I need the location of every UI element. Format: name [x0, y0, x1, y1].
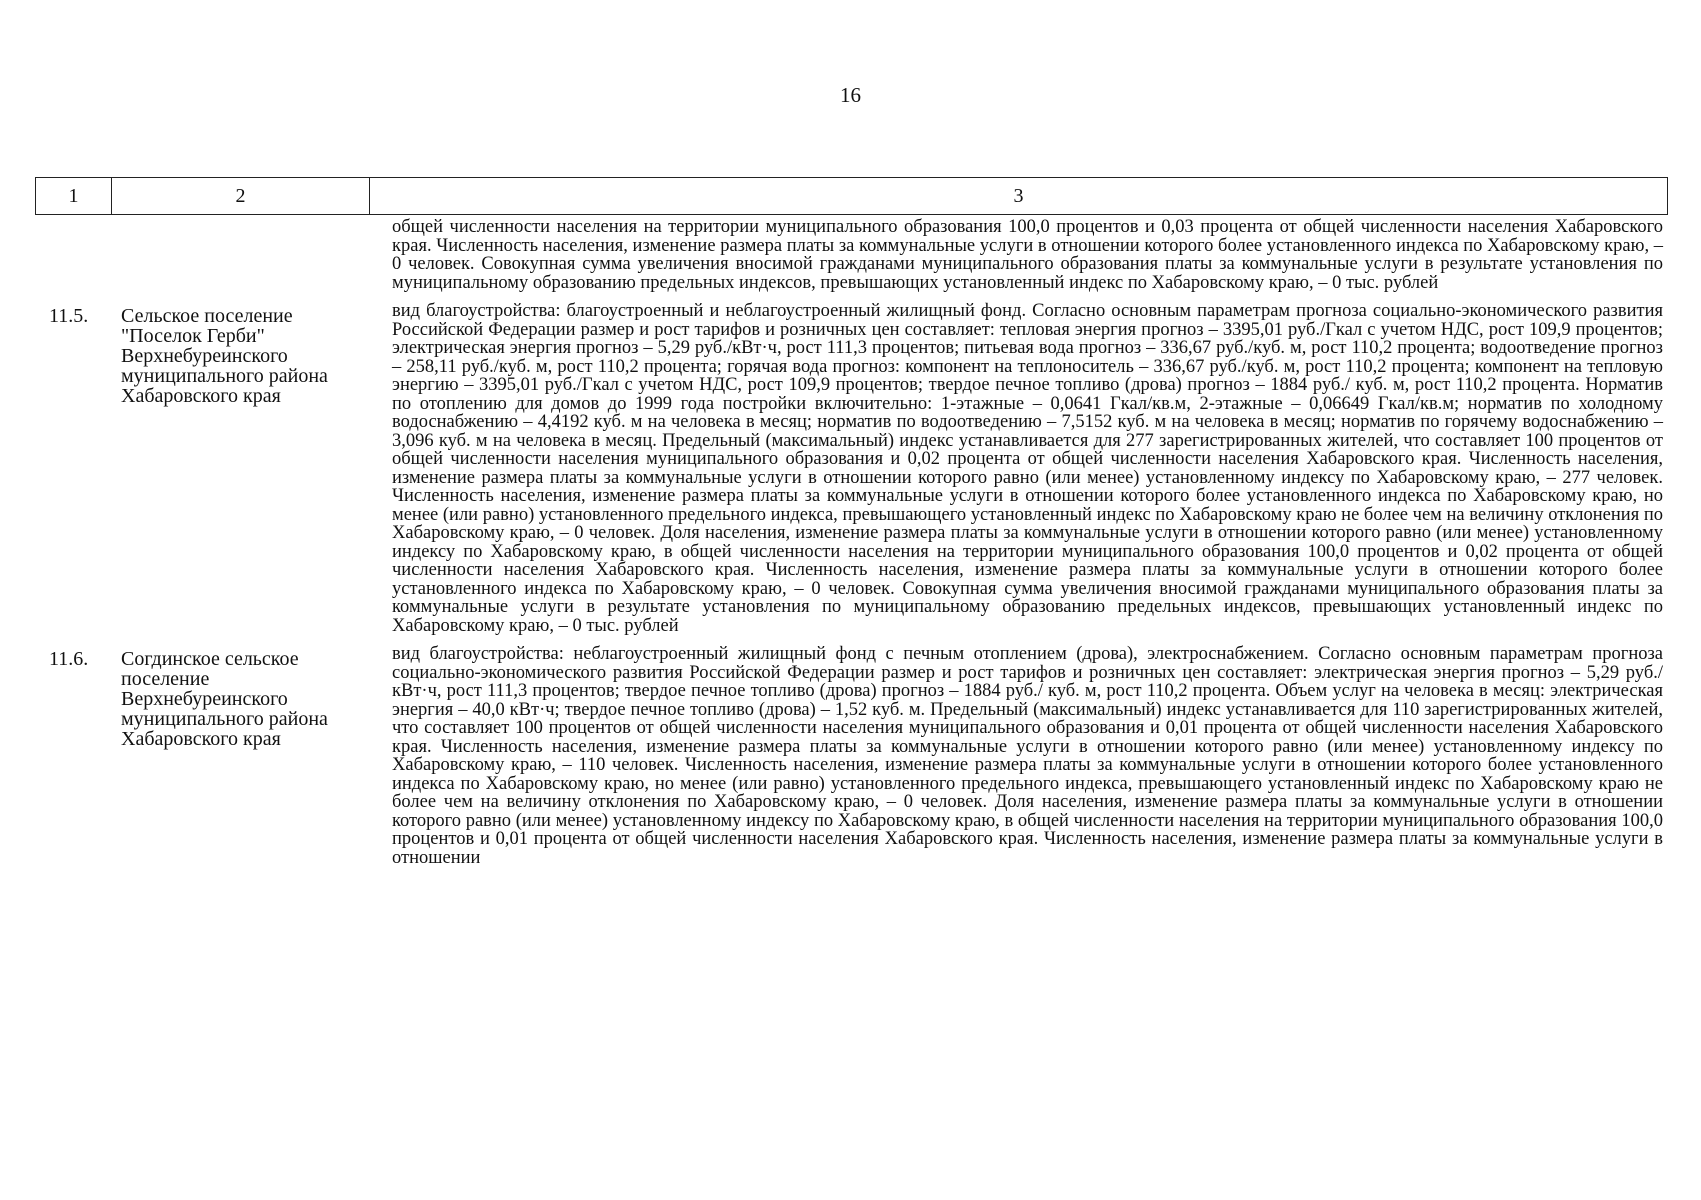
row-number — [35, 218, 113, 222]
table-body — [35, 218, 1667, 1193]
municipality-name: Согдинское сельское поселение Верхнебуреинского муниципального района Хабаровского края — [121, 648, 328, 750]
municipality-name — [113, 218, 383, 222]
page-number: 16 — [840, 83, 861, 107]
header-col-2: 2 — [112, 178, 370, 214]
municipality-name: Сельское поселение "Поселок Герби" Верхнебуреинского муниципального района Хабаровского края — [121, 305, 328, 407]
header-col-1: 1 — [36, 178, 112, 214]
row-description: общей численности населения на территории муниципального образования 100,0 процентов и 0,03 процента от общей численности населения Хабаровского края. Численность населения, изменение размера платы за коммунальные услуги в отношении которого более установленного индекса по Хабаровскому краю, – 0 человек. Совокупная сумма увеличения вносимой гражданами муниципального образования платы за коммунальные услуги в результате установления по муниципальному образованию предельных индексов, превышающих установленный индекс по Хабаровскому краю, – 0 тыс. рублей — [392, 218, 1663, 293]
table-row — [35, 645, 1667, 867]
row-description: вид благоустройства: благоустроенный и неблагоустроенный жилищный фонд. Согласно основным параметрам прогноза социально-экономического развития Российской Федерации размер и рост тарифов и розничных цен составляет: тепловая энергия прогноз – 3395,01 руб./Гкал с учетом НДС, рост 109,9 процентов; электрическая энергия прогноз – 5,29 руб./кВт·ч, рост 111,3 процентов; питьевая вода прогноз – 336,67 руб./куб. м, рост 110,2 процента; водоотведение прогноз – 258,11 руб./куб. м, рост 110,2 процента; горячая вода прогноз: компонент на теплоноситель – 336,67 руб./куб. м, рост 110,2 процента; компонент на тепловую энергию – 3395,01 руб./Гкал с учетом НДС, рост 109,9 процентов; твердое печное топливо (дрова) прогноз – 1884 руб./ куб. м, рост 110,2 процента. Норматив по отоплению для домов до 1999 года постройки включительно: 1-этажные – 0,0641 Гкал/кв.м, 2-этажные – 0,06649 Гкал/кв.м; норматив по холодному водоснабжению – 4,4192 куб. м на человека в месяц; норматив по водоотведению – 7,5152 куб. м на человека в месяц; норматив по горячему водоснабжению – 3,096 куб. м на человека в месяц. Предельный (максимальный) индекс устанавливается для 277 зарегистрированных жителей, что составляет 100 процентов от общей численности населения муниципального образования и 0,02 процента от общей численности населения Хабаровского края. Численность населения, изменение размера платы за коммунальные услуги в отношении которого равно (или менее) установленному индексу по Хабаровскому краю, – 277 человек. Численность населения, изменение размера платы за коммунальные услуги в отношении которого более установленного индекса по Хабаровскому краю, но менее (или равно) установленного предельного индекса, превышающего установленный индекс по Хабаровскому краю не более чем на величину отклонения по Хабаровскому краю, – 0 человек. Доля населения, изменение размера платы за коммунальные услуги в отношении которого равно (или менее) установленному индексу по Хабаровскому краю, в общей численности населения на территории муниципального образования 100,0 процентов и 0,02 процента от общей численности населения Хабаровского края. Численность населения, изменение размера платы за коммунальные услуги в отношении которого более установленного индекса по Хабаровскому краю, – 0 человек. Совокупная сумма увеличения вносимой гражданами муниципального образования платы за коммунальные услуги в результате установления по муниципальному образованию предельных индексов, превышающих установленный индекс по Хабаровскому краю, – 0 тыс. рублей — [392, 301, 1663, 636]
row-number: 11.5. — [49, 305, 89, 327]
table-header — [35, 177, 1668, 215]
table-row — [35, 302, 1667, 635]
table-row — [35, 218, 1667, 292]
row-description: вид благоустройства: неблагоустроенный жилищный фонд с печным отоплением (дрова), электроснабжением. Согласно основным параметрам прогноза социально-экономического развития Российской Федерации размер и рост тарифов и розничных цен составляет: электрическая энергия прогноз – 5,29 руб./кВт·ч, рост 111,3 процентов; твердое печное топливо (дрова) прогноз – 1884 руб./ куб. м, рост 110,2 процента. Объем услуг на человека в месяц: электрическая энергия – 40,0 кВт·ч; твердое печное топливо (дрова) – 1,52 куб. м. Предельный (максимальный) индекс устанавливается для 110 зарегистрированных жителей, что составляет 100 процентов от общей численности населения муниципального образования и 0,01 процента от общей численности населения Хабаровского края. Численность населения, изменение размера платы за коммунальные услуги в отношении которого равно (или менее) установленному индексу по Хабаровскому краю, – 110 человек. Численность населения, изменение размера платы за коммунальные услуги в отношении которого более установленного индекса по Хабаровскому краю, но менее (или равно) установленного предельного индекса, превышающего установленный индекс по Хабаровскому краю не более чем на величину отклонения по Хабаровскому краю, – 0 человек. Доля населения, изменение размера платы за коммунальные услуги в отношении которого равно (или менее) установленному индексу по Хабаровскому краю, в общей численности населения на территории муниципального образования 100,0 процентов и 0,01 процента от общей численности населения Хабаровского края. Численность населения, изменение размера платы за коммунальные услуги в отношении — [392, 644, 1663, 868]
row-number: 11.6. — [49, 648, 89, 670]
header-col-3: 3 — [370, 178, 1668, 214]
